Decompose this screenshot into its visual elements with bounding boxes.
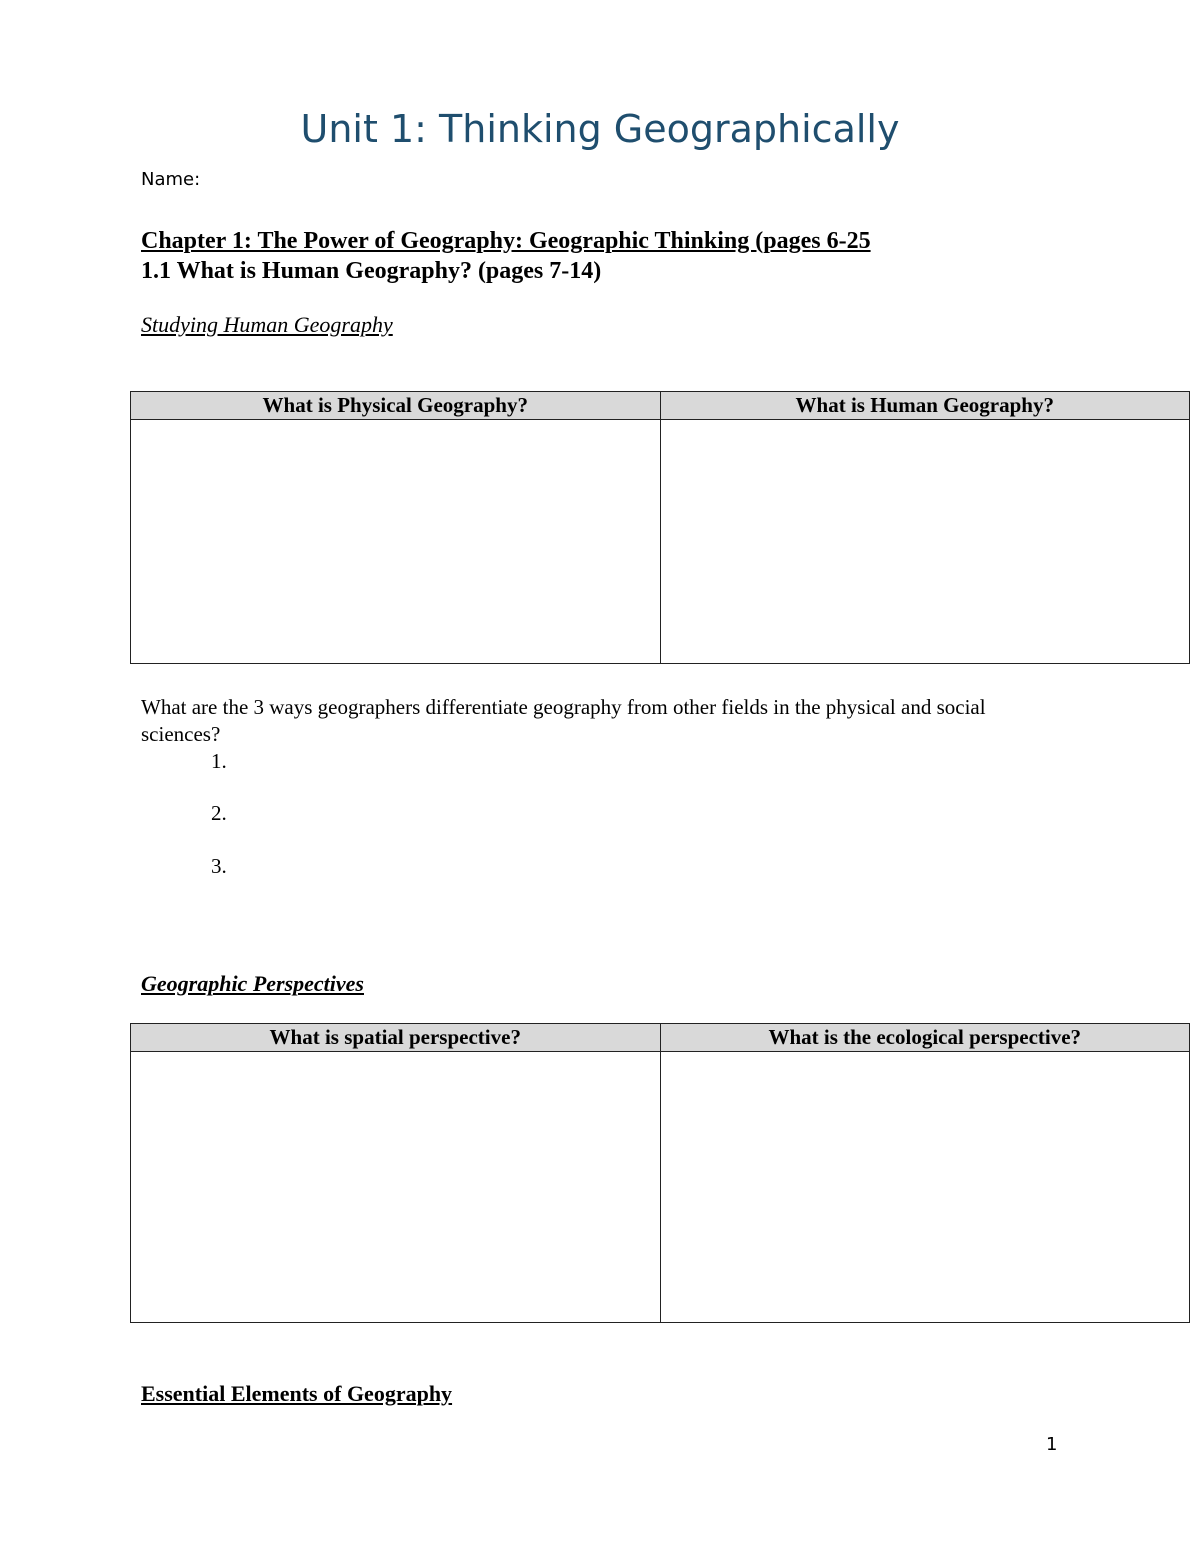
physical-geography-header: What is Physical Geography? bbox=[131, 392, 661, 420]
page-number: 1 bbox=[1046, 1434, 1058, 1455]
ecological-perspective-answer-cell[interactable] bbox=[660, 1052, 1190, 1323]
studying-heading: Studying Human Geography bbox=[141, 312, 393, 337]
perspectives-table bbox=[130, 1023, 1190, 1323]
answer-number-1: 1. bbox=[211, 749, 227, 773]
physical-geography-answer-cell[interactable] bbox=[131, 420, 661, 664]
human-geography-answer-cell[interactable] bbox=[660, 420, 1190, 664]
chapter-heading: Chapter 1: The Power of Geography: Geographic Thinking (pages 6-25 bbox=[141, 228, 871, 254]
answer-number-2: 2. bbox=[211, 801, 227, 825]
essential-elements-heading: Essential Elements of Geography bbox=[141, 1381, 453, 1406]
physical-human-table bbox=[130, 391, 1190, 664]
ecological-perspective-header: What is the ecological perspective? bbox=[660, 1024, 1190, 1052]
human-geography-header: What is Human Geography? bbox=[660, 392, 1190, 420]
name-label: Name: bbox=[141, 169, 201, 190]
spatial-perspective-answer-cell[interactable] bbox=[131, 1052, 661, 1323]
section-heading: 1.1 What is Human Geography? (pages 7-14) bbox=[141, 258, 602, 284]
differentiate-question: What are the 3 ways geographers differentiate geography from other fields in the physical and social sciences? bbox=[141, 695, 986, 746]
spatial-perspective-header: What is spatial perspective? bbox=[131, 1024, 661, 1052]
answer-number-3: 3. bbox=[211, 854, 227, 878]
page-title: Unit 1: Thinking Geographically bbox=[300, 107, 900, 151]
perspectives-heading: Geographic Perspectives bbox=[141, 971, 364, 996]
